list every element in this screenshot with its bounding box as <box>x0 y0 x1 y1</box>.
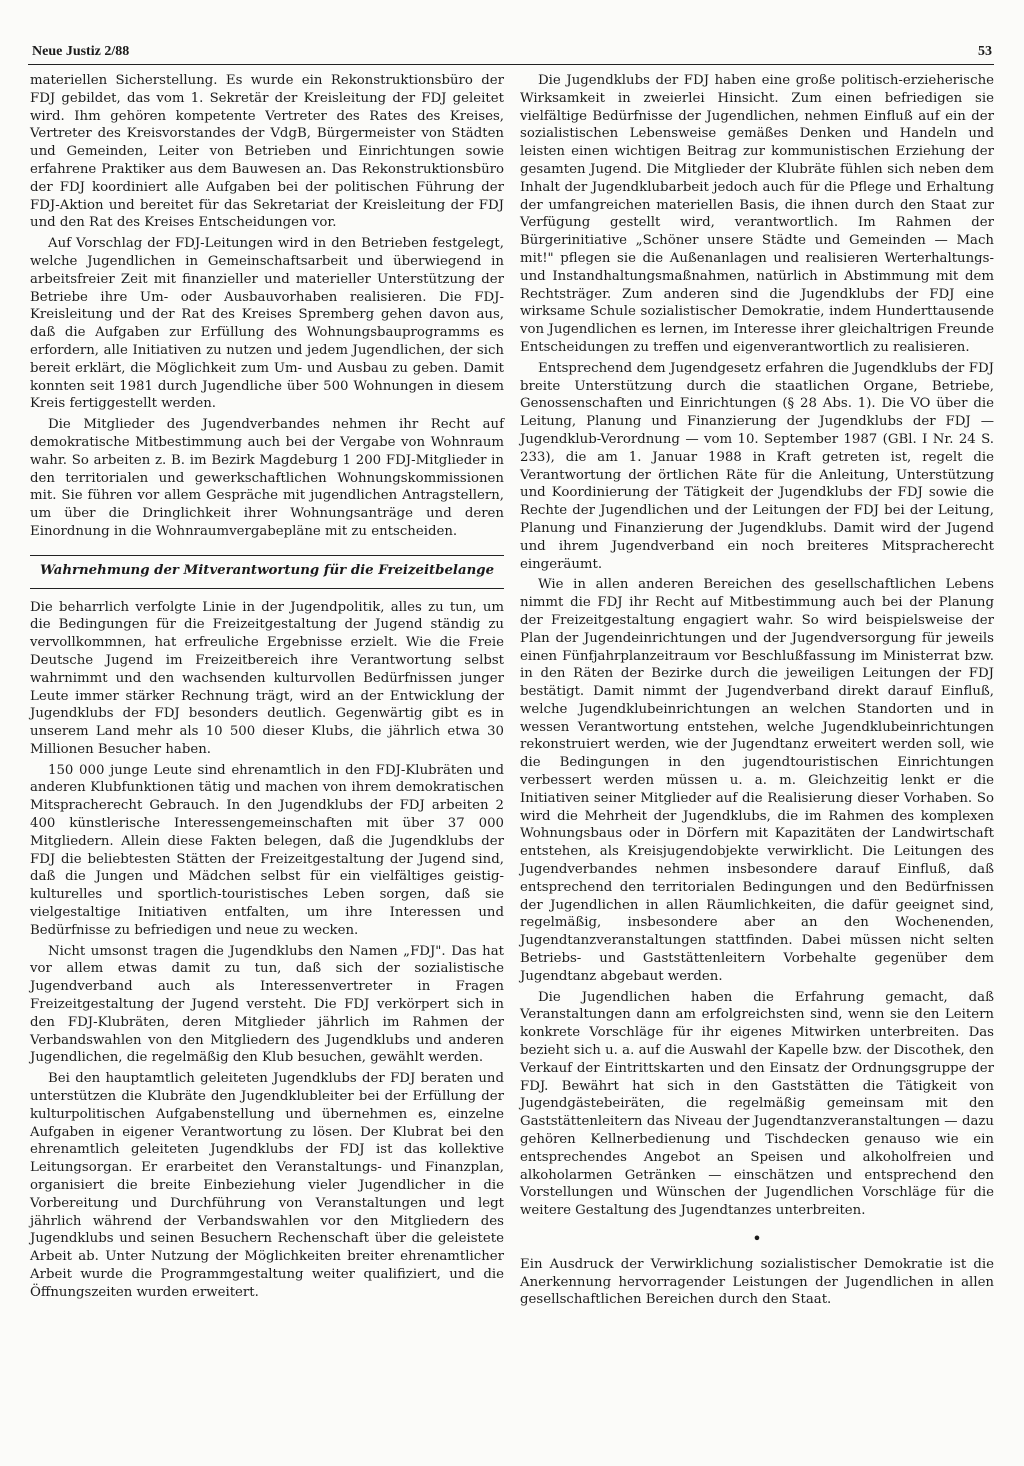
paragraph: Entsprechend dem Jugendgesetz erfahren die Jugendklubs der FDJ breite Unterstützung durch die staatlichen Organe, Betriebe, Genossenschaften und Einrichtungen (§ 28 Abs. 1). Die VO über die Leitung, Planung und Finanzierung der Jugendklubs der FDJ — Jugendklub-Verordnung — vom 10. September 1987 (GBl. I Nr. 24 S. 233), die am 1. Januar 1988 in Kraft getreten ist, regelt die Verantwortung der örtlichen Räte für die Anleitung, Unterstützung und Koordinierung der Tätigkeit der Jugendklubs der FDJ sowie die Rechte der Jugendlichen und der Leitungen der FDJ bei der Leitung, Planung und Finanzierung der Jugendklubs. Damit wird der Jugend und ihrem Jugendverband ein noch breiteres Mitspracherecht eingeräumt. <box>520 360 994 572</box>
journal-title: Neue Justiz 2/88 <box>32 44 130 59</box>
paragraph: Bei den hauptamtlich geleiteten Jugendklubs der FDJ beraten und unterstützen die Klubräte den Jugendklubleiter bei der Erfüllung der kulturpolitischen Aufgabenstellung und übernehmen es, einzelne Aufgaben in eigener Verantwortung zu lösen. Der Klubrat bei den ehrenamtlich geleiteten Jugendklubs der FDJ ist das kollektive Leitungsorgan. Er erarbeitet den Veranstaltungs- und Finanzplan, organisiert die breite Einbeziehung vieler Jugendlicher in die Vorbereitung und Durchführung von Veranstaltungen und legt jährlich während der Verbandswahlen vor den Mitgliedern des Jugendklubs und seinen Besuchern Rechenschaft über die geleistete Arbeit ab. Unter Nutzung der Möglichkeiten breiter ehrenamtlicher Arbeit wurde die Programmgestaltung weiter qualifiziert, und die Öffnungszeiten wurden erweitert. <box>30 1071 504 1300</box>
paragraph: 150 000 junge Leute sind ehrenamtlich in den FDJ-Klubräten und anderen Klubfunktionen tätig und machen von ihrem demokratischen Mitspracherecht Gebrauch. In den Jugendklubs der FDJ arbeiten 2 400 künstlerische Interessengemeinschaften mit über 37 000 Mitgliedern. Allein diese Fakten belegen, daß die Jugendklubs der FDJ die beliebtesten Stätten der Freizeitgestaltung der Jugend sind, daß die Jungen und Mädchen selbst für ein vielfältiges geistig-kulturelles und sportlich-touristisches Leben sorgen, daß sie vielgestaltige Initiativen entfalten, um ihre Interessen und Bedürfnisse zu befriedigen und neue zu wecken. <box>30 762 504 938</box>
section-heading: Wahrnehmung der Mitverantwortung für die Freizeitbelange <box>39 562 495 578</box>
paragraph: Wie in allen anderen Bereichen des gesellschaftlichen Lebens nimmt die FDJ ihr Recht auf Mitbestimmung auch bei der Planung der Freizeitgestaltung engagiert wahr. So wird beispielsweise der Plan der Jugendeinrichtungen und der Jugendversorgung für jeweils einen Fünfjahrplanzeitraum vor Beschlußfassung im Ministerrat bzw. in den Räten der Bezirke durch die jeweiligen Leitungen der FDJ bestätigt. Damit nimmt der Jugendverband direkt darauf Einfluß, welche Jugendklubeinrichtungen an welchen Standorten und in wessen Verantwortung entstehen, welche Jugendklubeinrichtungen rekonstruiert werden, wie der Jugendtanz erweitert werden soll, wie die Bedingungen in den jugendtouristischen Einrichtungen verbessert werden müssen u. a. m. Gleichzeitig lenkt er die Initiativen seiner Mitglieder auf die Realisierung dieser Vorhaben. So wird die Mehrheit der Jugendklubs, die im Rahmen des komplexen Wohnungsbaus oder in Dörfern mit Kapazitäten der Landwirtschaft entstehen, als Kreisjugendobjekte verwirklicht. Die Leitungen des Jugendverbandes nehmen insbesondere darauf Einfluß, daß entsprechend den territorialen Bedingungen und den Bedürfnissen der Jugendlichen in allen Räumlichkeiten, die dafür geeignet sind, regelmäßig, insbesondere aber an den Wochenenden, Jugendtanzveranstaltungen stattfinden. Dabei müssen nicht selten Betriebs- und Gaststättenleitern Vorbehalte gegenüber dem Jugendtanz abgebaut werden. <box>520 577 994 984</box>
left-column <box>30 72 504 1305</box>
divider <box>30 588 504 589</box>
paragraph: materiellen Sicherstellung. Es wurde ein Rekonstruktionsbüro der FDJ gebildet, das vom 1. Sekretär der Kreisleitung der FDJ geleitet wird. Ihm gehören kompetente Vertreter des Rates des Kreises, Vertreter des Kreisvorstandes der VdgB, Bürgermeister von Städten und Gemeinden, Leiter von Betrieben und Einrichtungen sowie erfahrene Praktiker aus dem Bauwesen an. Das Rekonstruktionsbüro der FDJ koordiniert alle Aufgaben bei der politischen Führung der FDJ-Aktion und bereitet für das Sekretariat der Kreisleitung der FDJ und den Rat des Kreises Entscheidungen vor. <box>30 73 504 231</box>
paragraph: Die Mitglieder des Jugendverbandes nehmen ihr Recht auf demokratische Mitbestimmung auch bei der Vergabe von Wohnraum wahr. So arbeiten z. B. im Bezirk Magdeburg 1 200 FDJ-Mitglieder in den territorialen und gewerkschaftlichen Wohnungskommissionen mit. Sie führen vor allem Gespräche mit jugendlichen Antragstellern, um über die Dringlichkeit ihrer Wohnungsanträge und deren Einordnung in die Wohnraumvergabepläne mit zu entscheiden. <box>30 417 504 539</box>
page-number: 53 <box>978 44 992 59</box>
running-header <box>28 44 994 65</box>
closing-block <box>520 1256 994 1309</box>
right-column <box>520 72 994 1312</box>
paragraph: Auf Vorschlag der FDJ-Leitungen wird in den Betrieben festgelegt, welche Jugendlichen in Gemeinschaftsarbeit und überwiegend in arbeitsfreier Zeit mit finanzieller und materieller Unterstützung der Betriebe ihre Um- oder Ausbauvorhaben realisieren. Die FDJ-Kreisleitung und der Rat des Kreises Spremberg gehen davon aus, daß die Aufgaben zur Erfüllung des Wohnungsbauprogramms es erfordern, alle Initiativen zu nutzen und jedem Jugendlichen, der sich bereit erklärt, die Möglichkeit zum Um- und Ausbau zu geben. Damit konnten seit 1981 durch Jugendliche über 500 Wohnungen in diesem Kreis fertiggestellt werden. <box>30 236 504 412</box>
paragraph: Die Jugendlichen haben die Erfahrung gemacht, daß Veranstaltungen dann am erfolgreichsten sind, wenn sie den Leitern konkrete Vorschläge für ihr eigenes Mitwirken unterbreiten. Das bezieht sich u. a. auf die Auswahl der Kapelle bzw. der Discothek, den Verkauf der Eintrittskarten und den Einsatz der Ordnungsgruppe der FDJ. Bewährt hat sich in den Gaststätten die Tätigkeit von Jugendgästebeiräten, die regelmäßig gemeinsam mit den Gaststättenleitern das Niveau der Jugendtanzveranstaltungen — dazu gehören Kellnerbedienung und Tischdecken genauso wie ein entsprechendes Angebot an Speisen und alkoholfreien und alkoholarmen Getränken — einschätzen und entsprechend den Vorstellungen und Wünschen der Jugendlichen Vorschläge für die weitere Gestaltung des Jugendtanzes unterbreiten. <box>520 989 994 1219</box>
paragraph: Die Jugendklubs der FDJ haben eine große politisch-erzieherische Wirksamkeit in zweierlei Hinsicht. Zum einen befriedigen sie vielfältige Bedürfnisse der Jugendlichen, nehmen Einfluß auf ein der sozialistischen Lebensweise gemäßes Denken und Handeln und leisten einen wichtigen Beitrag zur kommunistischen Erziehung der gesamten Jugend. Die Mitglieder der Klubräte fühlen sich neben dem Inhalt der Jugendklubarbeit jedoch auch für die Pflege und Erhaltung der umfangreichen materiellen Basis, die ihnen durch den Staat zur Verfügung gestellt wird, verantwortlich. Im Rahmen der Bürgerinitiative „Schöner unsere Städte und Gemeinden — Mach mit!" pflegen sie die Außenanlagen und realisieren Werterhaltungs- und Instandhaltungsmaßnahmen, natürlich in Abstimmung mit dem Rechtsträger. Zum anderen sind die Jugendklubs der FDJ eine wirksame Schule sozialistischer Demokratie, indem Hunderttausende von Jugendlichen es lernen, im Interesse ihrer gleichaltrigen Freunde Entscheidungen zu treffen und eigenverantwortlich zu realisieren. <box>520 73 994 355</box>
paragraph: Nicht umsonst tragen die Jugendklubs den Namen „FDJ". Das hat vor allem etwas damit zu tun, daß sich der sozialistische Jugendverband auch als Interessenvertreter in Fragen Freizeitgestaltung der Jugend versteht. Die FDJ verkörpert sich in den FDJ-Klubräten, deren Mitglieder jährlich im Rahmen der Verbandswahlen von den Mitgliedern des Jugendklubs und anderen Jugendlichen, die regelmäßig den Klub besuchen, gewählt werden. <box>30 943 504 1066</box>
paragraph: Die beharrlich verfolgte Linie in der Jugendpolitik, alles zu tun, um die Bedingungen für die Freizeitgestaltung der Jugend ständig zu vervollkommnen, hat erfreuliche Ergebnisse erzielt. Wie die Freie Deutsche Jugend im Freizeitbereich ihre Verantwortung selbst wahrnimmt und den wachsenden kulturvollen Bedürfnissen junger Leute immer stärker Rechnung trägt, wird an der Entwicklung der Jugendklubs der FDJ besonders deutlich. Gegenwärtig gibt es in unserem Land mehr als 10 500 dieser Klubs, die jährlich etwa 30 Millionen Besucher haben. <box>30 599 504 757</box>
section-separator: • <box>752 1229 762 1248</box>
closing-paragraph: Ein Ausdruck der Verwirklichung sozialistischer Demokratie ist die Anerkennung hervorragender Leistungen der Jugendlichen in allen gesellschaftlichen Bereichen durch den Staat. <box>520 1256 994 1308</box>
section-heading-block <box>30 555 504 589</box>
